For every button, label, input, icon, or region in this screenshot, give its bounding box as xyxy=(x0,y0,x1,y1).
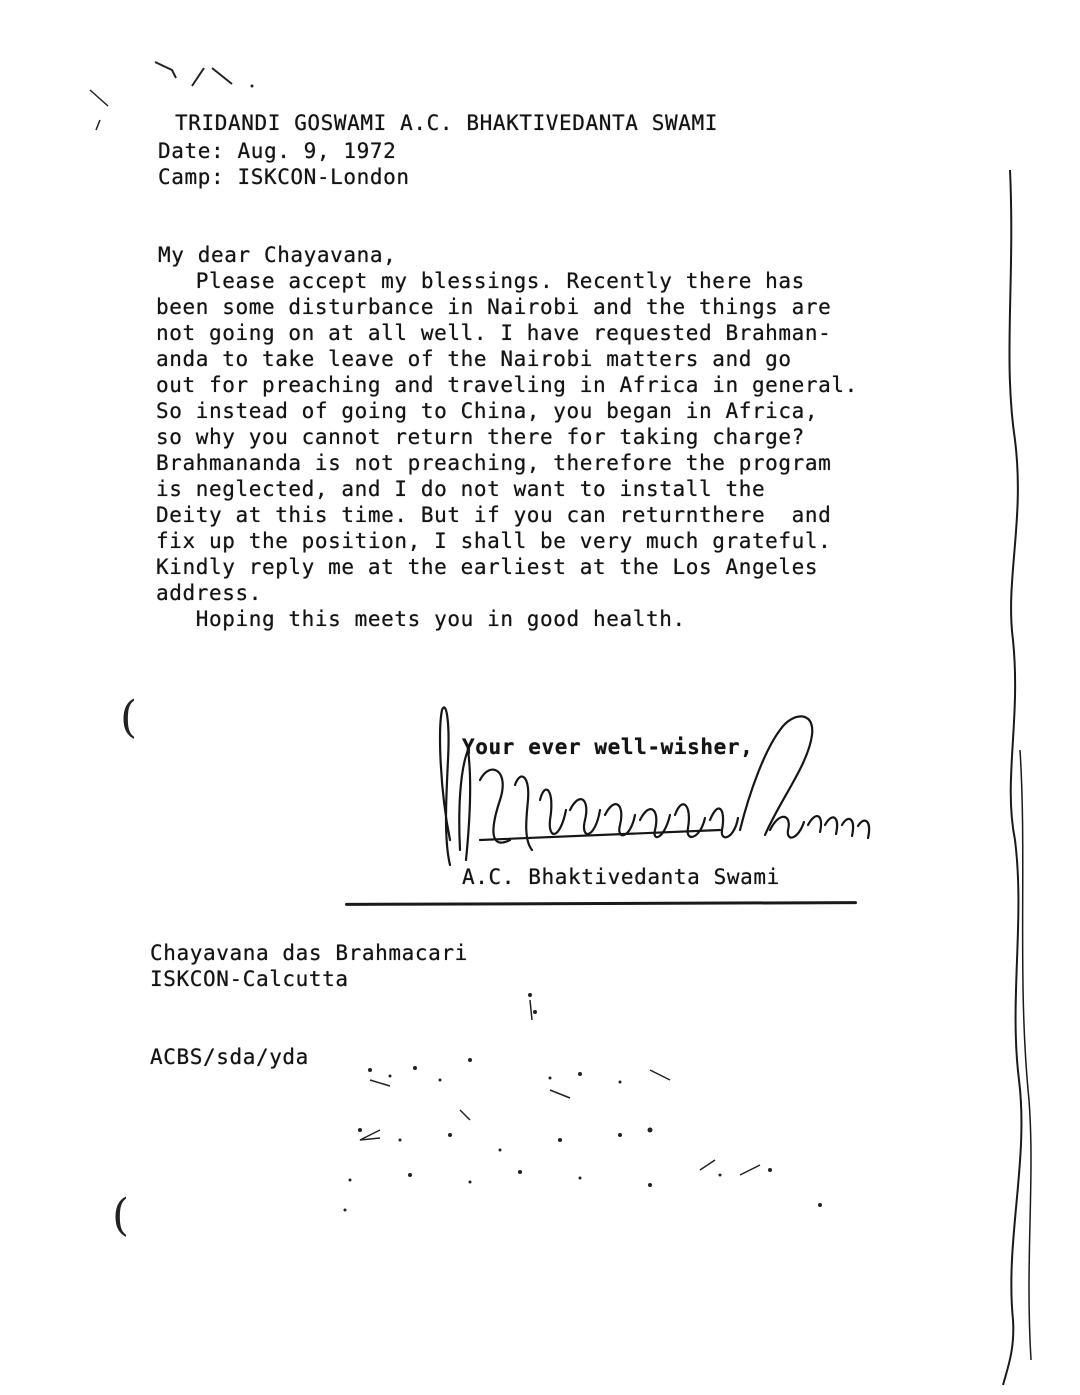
body-line: been some disturbance in Nairobi and the things are xyxy=(156,295,832,319)
punch-hole-mark: ( xyxy=(112,1190,130,1241)
handwritten-signature-icon xyxy=(420,690,900,890)
punch-hole-mark: ( xyxy=(120,692,138,743)
letterhead-title: TRIDANDI GOSWAMI A.C. BHAKTIVEDANTA SWAMI xyxy=(175,111,718,135)
body-line: anda to take leave of the Nairobi matters and go xyxy=(156,347,792,371)
body-line: Kindly reply me at the earliest at the Los Angeles xyxy=(156,555,819,579)
body-line: not going on at all well. I have requested Brahman- xyxy=(156,321,832,345)
recipient-place: ISKCON-Calcutta xyxy=(150,967,349,991)
reference-initials: ACBS/sda/yda xyxy=(150,1045,309,1069)
body-line: fix up the position, I shall be very much grateful. xyxy=(156,529,832,553)
recipient-name: Chayavana das Brahmacari xyxy=(150,941,468,965)
body-line: So instead of going to China, you began in Africa, xyxy=(156,399,819,423)
body-line: address. xyxy=(156,581,262,605)
body-line: Deity at this time. But if you can returnthere and xyxy=(156,503,832,527)
body-line: Brahmananda is not preaching, therefore the program xyxy=(156,451,832,475)
letter-camp: Camp: ISKCON-London xyxy=(158,165,410,189)
letter-date: Date: Aug. 9, 1972 xyxy=(158,139,397,163)
signature-rule xyxy=(345,901,857,906)
body-line: is neglected, and I do not want to install the xyxy=(156,477,766,501)
body-line: Please accept my blessings. Recently there has xyxy=(156,269,805,293)
signed-name: A.C. Bhaktivedanta Swami xyxy=(462,865,780,889)
torn-edge xyxy=(985,160,1045,1390)
scan-speckles xyxy=(320,990,840,1220)
closing-phrase: Your ever well-wisher, xyxy=(462,735,754,759)
salutation: My dear Chayavana, xyxy=(158,243,397,267)
body-line: out for preaching and traveling in Africa in general. xyxy=(156,373,858,397)
body-line: Hoping this meets you in good health. xyxy=(156,607,686,631)
body-line: so why you cannot return there for taking charge? xyxy=(156,425,805,449)
